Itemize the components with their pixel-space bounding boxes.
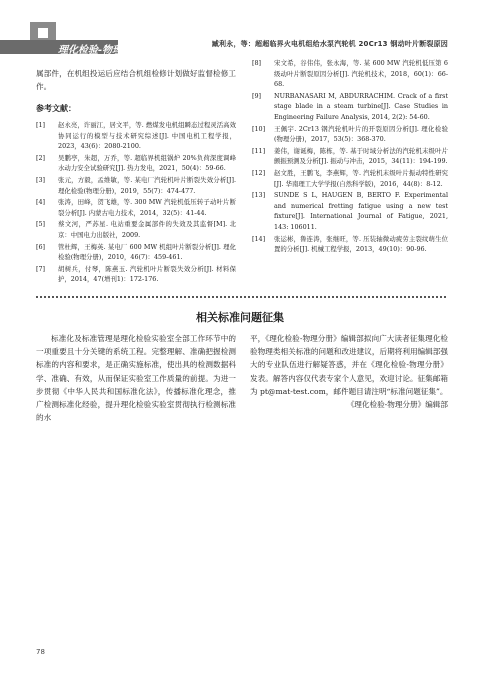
reference-number: [14] (252, 234, 266, 243)
reference-number: [4] (36, 198, 46, 207)
reference-text: NURBANASARI M, ABDURRACHIM. Crack of a first stage blade in a steam turbine[J]. Case Studies in Engineering Failure Analysis, 2014, 2(2): 54-60. (274, 91, 448, 121)
reference-item (36, 242, 236, 263)
reference-number: [11] (252, 146, 266, 155)
reference-text: 王佩宇. 2Cr13 钢汽轮机叶片的开裂原因分析[J]. 理化检验(物理分册)，2017，53(5)：368-370. (274, 124, 448, 144)
left-column (36, 68, 236, 286)
reference-item (252, 146, 448, 167)
reference-item (252, 234, 448, 255)
reference-item (36, 120, 236, 152)
reference-number: [13] (252, 191, 266, 200)
reference-text: 蔡文河，严苏星. 电站重要金属部件的失效及其监督[M]. 北京：中国电力出版社，2009. (58, 220, 236, 239)
reference-text: 张元，方毅，孟维敏，等. 某电厂汽轮机叶片断裂失效分析[J]. 理化检验(物理分册)，2019，55(7)：474-477. (58, 175, 236, 195)
reference-number: [8] (252, 59, 262, 67)
reference-item (252, 58, 448, 90)
reference-number: [10] (252, 124, 266, 133)
right-column (252, 58, 448, 256)
intro-paragraph: 属部件，在机组投运后应结合机组检修计划做好监督检修工作。 (36, 69, 236, 91)
reference-item (36, 175, 236, 196)
reference-item (36, 264, 236, 285)
reference-item (252, 190, 448, 232)
reference-text: 胡树兵，付琴，陈燕玉. 汽轮机叶片断裂失效分析[J]. 材料保护，2014，47(增刊1)：172-176. (58, 264, 236, 284)
journal-logo-text: 理化检验-物理分册 (58, 45, 143, 56)
reference-item (252, 91, 448, 123)
reference-text: 张涛，田峰，贺飞雄，等. 300 MW 汽轮机低压转子动叶片断裂分析[J]. 内蒙古电力技术，2014，32(5)：41-44. (58, 198, 236, 217)
reference-item (252, 124, 448, 145)
reference-number: [3] (36, 175, 46, 184)
notice-signature: 《理化检验-物理分册》编辑部 (346, 400, 448, 410)
reference-number: [1] (36, 121, 46, 129)
reference-list-right (252, 58, 448, 255)
notice-title: 相关标准问题征集 (196, 311, 284, 324)
reference-text: SUNDE S L, HAUGEN B, BERTO F. Experimental and numerical fretting fatigue using a new test fixture[J]. International Journal of Fatigue, 2021, 143: 106011. (274, 191, 448, 231)
page-number: 78 (36, 648, 45, 656)
reference-item (252, 168, 448, 189)
notice-paragraph: 标准化及标准管理是理化检验实验室全部工作环节中的一项重要且十分关键的系统工程。完整理解、准确把握检测标准的内容和要求，是正确实施标准，使出具的检测数据科学、准确、有效，从而保证实验室工作质量的前提。为进一步贯彻《中华人民共和国标准化法》，传播标准化理念，推广检测标准化经验，提升理化检验实验室贯彻执行检测标准的水 (36, 334, 236, 423)
reference-number: [7] (36, 264, 46, 273)
reference-number: [2] (36, 153, 46, 162)
reference-text: 张运彬，鲁连涛，张继旺，等. 压装轴微动疲劳主裂纹萌生位置的分析[J]. 机械工程学报，2013，49(10)：90-96. (274, 234, 448, 254)
reference-item (36, 197, 236, 218)
section-divider (36, 296, 446, 298)
notice-paragraph-continued: 平，《理化检验-物理分册》编辑部拟向广大读者征集理化检验物理类相关标准的问题和改进建议，后期将利用编辑部强大的专业队伍进行解疑答惑，并在《理化检验-物理分册》发表。解答内容仅代表专家个人意见，欢迎讨论。征集邮箱为 pt@mat-test.com，邮件题目请注明“标准问题征集”。 (250, 334, 448, 396)
reference-list-left (36, 120, 236, 285)
reference-text: 管杜辉，王梅英. 某电厂 600 MW 机组叶片断裂分析[J]. 理化检验(物理分册)，2010，46(7)：459-461. (58, 242, 236, 262)
reference-item (36, 219, 236, 240)
references-title: 参考文献： (36, 104, 76, 113)
reference-number: [12] (252, 168, 266, 177)
reference-number: [9] (252, 91, 262, 100)
reference-text: 姜伟，谢诞梅，陈栋，等. 基于时域分析法的汽轮机末级叶片颤振预测及分析[J]. 振动与冲击，2015，34(11)：194-199. (274, 146, 448, 166)
notice-left-column (36, 332, 236, 424)
page-header (0, 0, 480, 56)
reference-text: 赵永亮，许丽江，居文平，等. 燃煤发电机组瞬态过程灵活高效协同运行的模型与技术研究综述[J]. 中国电机工程学报，2023，43(6)：2080-2100. (58, 121, 236, 151)
reference-number: [6] (36, 242, 46, 251)
notice-right-column (250, 332, 448, 411)
reference-text: 吴鹏亭，朱超，万乔，等. 超临界机组锅炉 20%负荷深度调峰水动力安全试验研究[J]. 热力发电，2021，50(4)：59-66. (58, 153, 236, 173)
reference-text: 宋文希，谷伟伟，张永海，等. 某 600 MW 汽轮机低压第 6 级动叶片断裂原因分析[J]. 汽轮机技术，2018，60(1)：66-68. (274, 59, 448, 89)
reference-item (36, 153, 236, 174)
reference-number: [5] (36, 220, 46, 229)
reference-text: 赵文胜，王鹏飞，李燕辉，等. 汽轮机末级叶片振动特性研究[J]. 华南理工大学学报(自然科学版)，2016，44(8)：8-12. (274, 168, 448, 188)
running-head: 臧利永，等：超超临界火电机组给水泵汽轮机 20Cr13 钢动叶片断裂原因 (211, 40, 448, 48)
